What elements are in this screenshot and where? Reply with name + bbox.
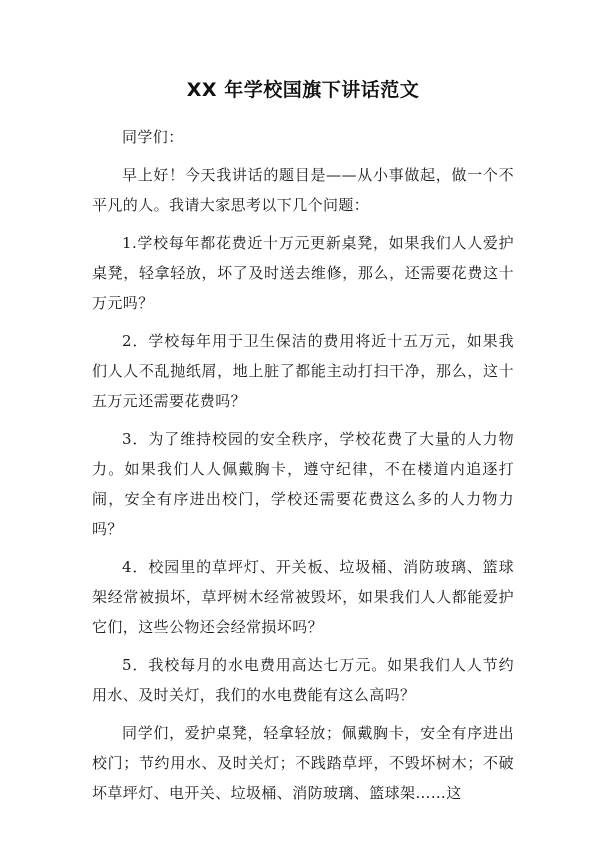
paragraph-intro: 早上好！今天我讲话的题目是——从小事做起，做一个不平凡的人。我请大家思考以下几个问题： bbox=[92, 166, 514, 214]
paragraph-question-2: 2．学校每年用于卫生保洁的费用将近十五万元，如果我们人人不乱抛纸屑，地上脏了都能主动打扫干净，那么，这十五万元还需要花费吗？ bbox=[92, 332, 514, 410]
paragraph-question-3: 3．为了维持校园的安全秩序，学校花费了大量的人力物力。如果我们人人佩戴胸卡，遵守纪律，不在楼道内追逐打闹，安全有序进出校门，学校还需要花费这么多的人力物力吗？ bbox=[92, 430, 514, 538]
paragraph-question-4: 4．校园里的草坪灯、开关板、垃圾桶、消防玻璃、篮球架经常被损坏，草坪树木经常被毁坏，如果我们人人都能爱护它们，这些公物还会经常损坏吗？ bbox=[92, 558, 514, 636]
paragraph-greeting: 同学们： bbox=[122, 128, 184, 146]
document-body bbox=[92, 122, 514, 808]
paragraph-summary: 同学们，爱护桌凳，轻拿轻放；佩戴胸卡，安全有序进出校门；节约用水、及时关灯；不践踏草坪，不毁坏树木；不破坏草坪灯、电开关、垃圾桶、消防玻璃、篮球架……这 bbox=[92, 724, 514, 802]
document-title: XX 年学校国旗下讲话范文 bbox=[186, 79, 420, 101]
paragraph-question-1: 1.学校每年都花费近十万元更新桌凳，如果我们人人爱护桌凳，轻拿轻放，坏了及时送去维修，那么，还需要花费这十万元吗？ bbox=[92, 234, 514, 312]
paragraph-question-5: 5．我校每月的水电费用高达七万元。如果我们人人节约用水、及时关灯，我们的水电费能有这么高吗？ bbox=[92, 656, 514, 704]
